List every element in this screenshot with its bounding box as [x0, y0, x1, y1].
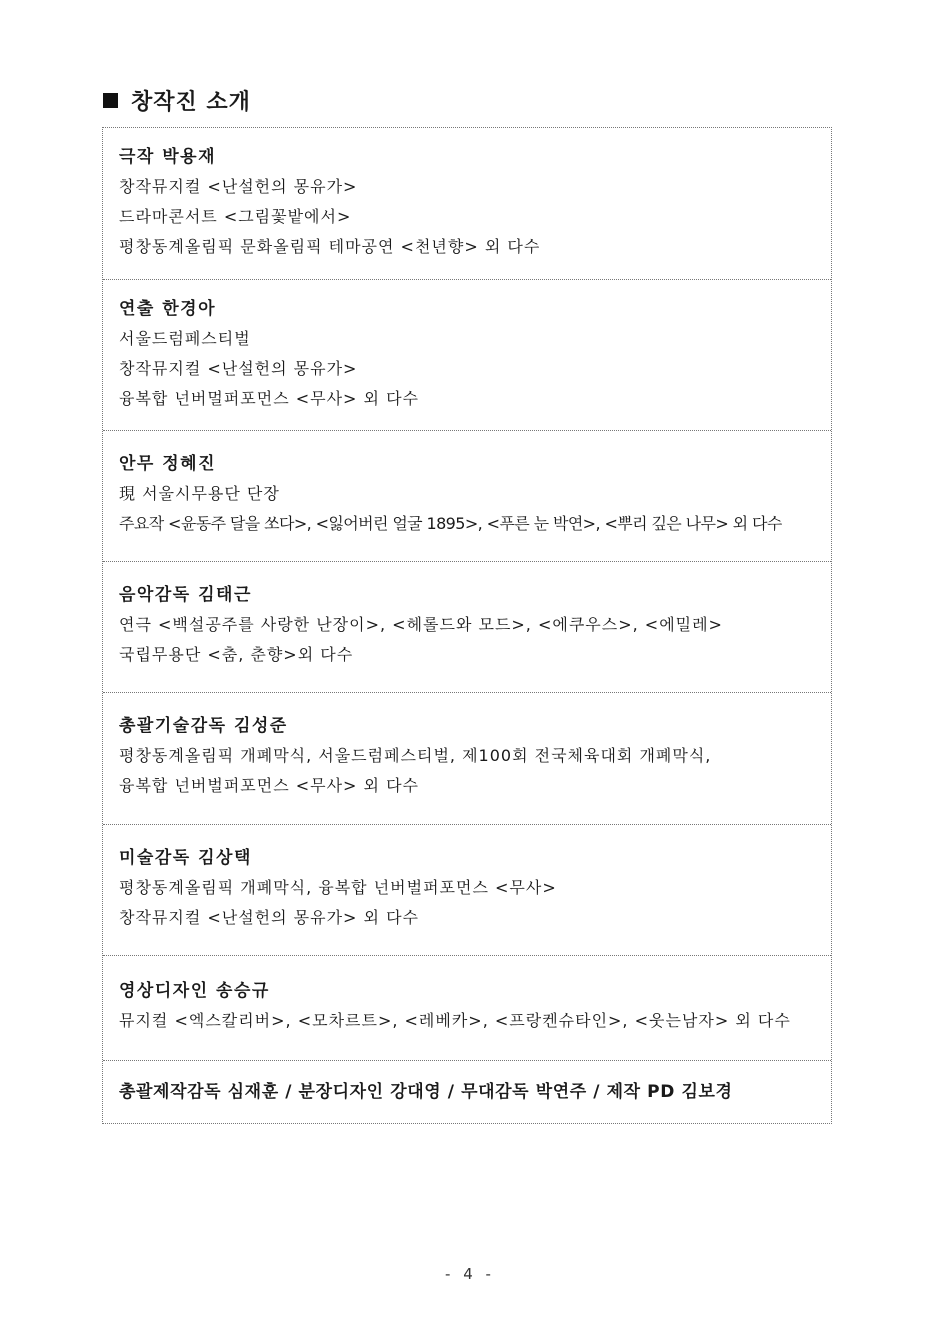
credit-line: 주요작 <윤동주 달을 쏘다>, <잃어버린 얼굴 1895>, <푸른 눈 박연>, <뿌리 깊은 나무> 외 다수: [119, 514, 782, 533]
credit-line: 연극 <백설공주를 사랑한 난장이>, <헤롤드와 모드>, <에쿠우스>, <에밀레>: [119, 615, 723, 634]
credit-line: 드라마콘서트 <그림꽃밭에서>: [119, 207, 352, 226]
credit-section-video-design: [103, 955, 831, 1060]
credit-section-music-director: [103, 561, 831, 692]
credit-title: 영상디자인 송승규: [119, 981, 270, 1001]
credit-title: 극작 박용재: [119, 147, 217, 167]
credit-title: 연출 한경아: [119, 299, 217, 319]
credit-section-production-staff: [103, 1060, 831, 1123]
credit-line: 서울드럼페스티벌: [119, 329, 251, 348]
credit-section-art-director: [103, 824, 831, 955]
section-heading: [103, 84, 251, 116]
credit-title: 안무 정혜진: [119, 454, 217, 474]
credit-line: 뮤지컬 <엑스칼리버>, <모차르트>, <레베카>, <프랑켄슈타인>, <웃는남자> 외 다수: [119, 1011, 791, 1030]
credit-line: 창작뮤지컬 <난설헌의 몽유가> 외 다수: [119, 908, 419, 927]
credit-line: 평창동계올림픽 개폐막식, 융복합 넌버벌퍼포먼스 <무사>: [119, 878, 557, 897]
page-number: - 4 -: [445, 1265, 495, 1283]
credit-section-playwright: [103, 128, 831, 279]
credit-line: 창작뮤지컬 <난설헌의 몽유가>: [119, 359, 358, 378]
credit-line: 평창동계올림픽 문화올림픽 테마공연 <천년향> 외 다수: [119, 237, 541, 256]
credit-line: 융복합 넌버벌퍼포먼스 <무사> 외 다수: [119, 776, 419, 795]
credit-line: 창작뮤지컬 <난설헌의 몽유가>: [119, 177, 358, 196]
credit-line: 평창동계올림픽 개폐막식, 서울드럼페스티벌, 제100회 전국체육대회 개폐막식,: [119, 746, 712, 765]
black-square-icon: [103, 93, 118, 108]
credit-title: 총괄기술감독 김성준: [119, 716, 288, 736]
credit-title: 미술감독 김상택: [119, 848, 252, 868]
credit-section-choreography: [103, 430, 831, 561]
credit-section-technical-director: [103, 692, 831, 824]
credit-title: 음악감독 김태근: [119, 585, 252, 605]
section-heading-title: 창작진 소개: [131, 89, 251, 115]
credit-title: 총괄제작감독 심재훈 / 분장디자인 강대영 / 무대감독 박연주 / 제작 PD 김보경: [119, 1082, 733, 1102]
credit-line: 現 서울시무용단 단장: [119, 484, 280, 503]
credit-line: 융복합 넌버멀퍼포먼스 <무사> 외 다수: [119, 389, 419, 408]
credits-box: [102, 127, 832, 1124]
credit-line: 국립무용단 <춤, 춘향>외 다수: [119, 645, 354, 664]
credit-section-director: [103, 279, 831, 430]
